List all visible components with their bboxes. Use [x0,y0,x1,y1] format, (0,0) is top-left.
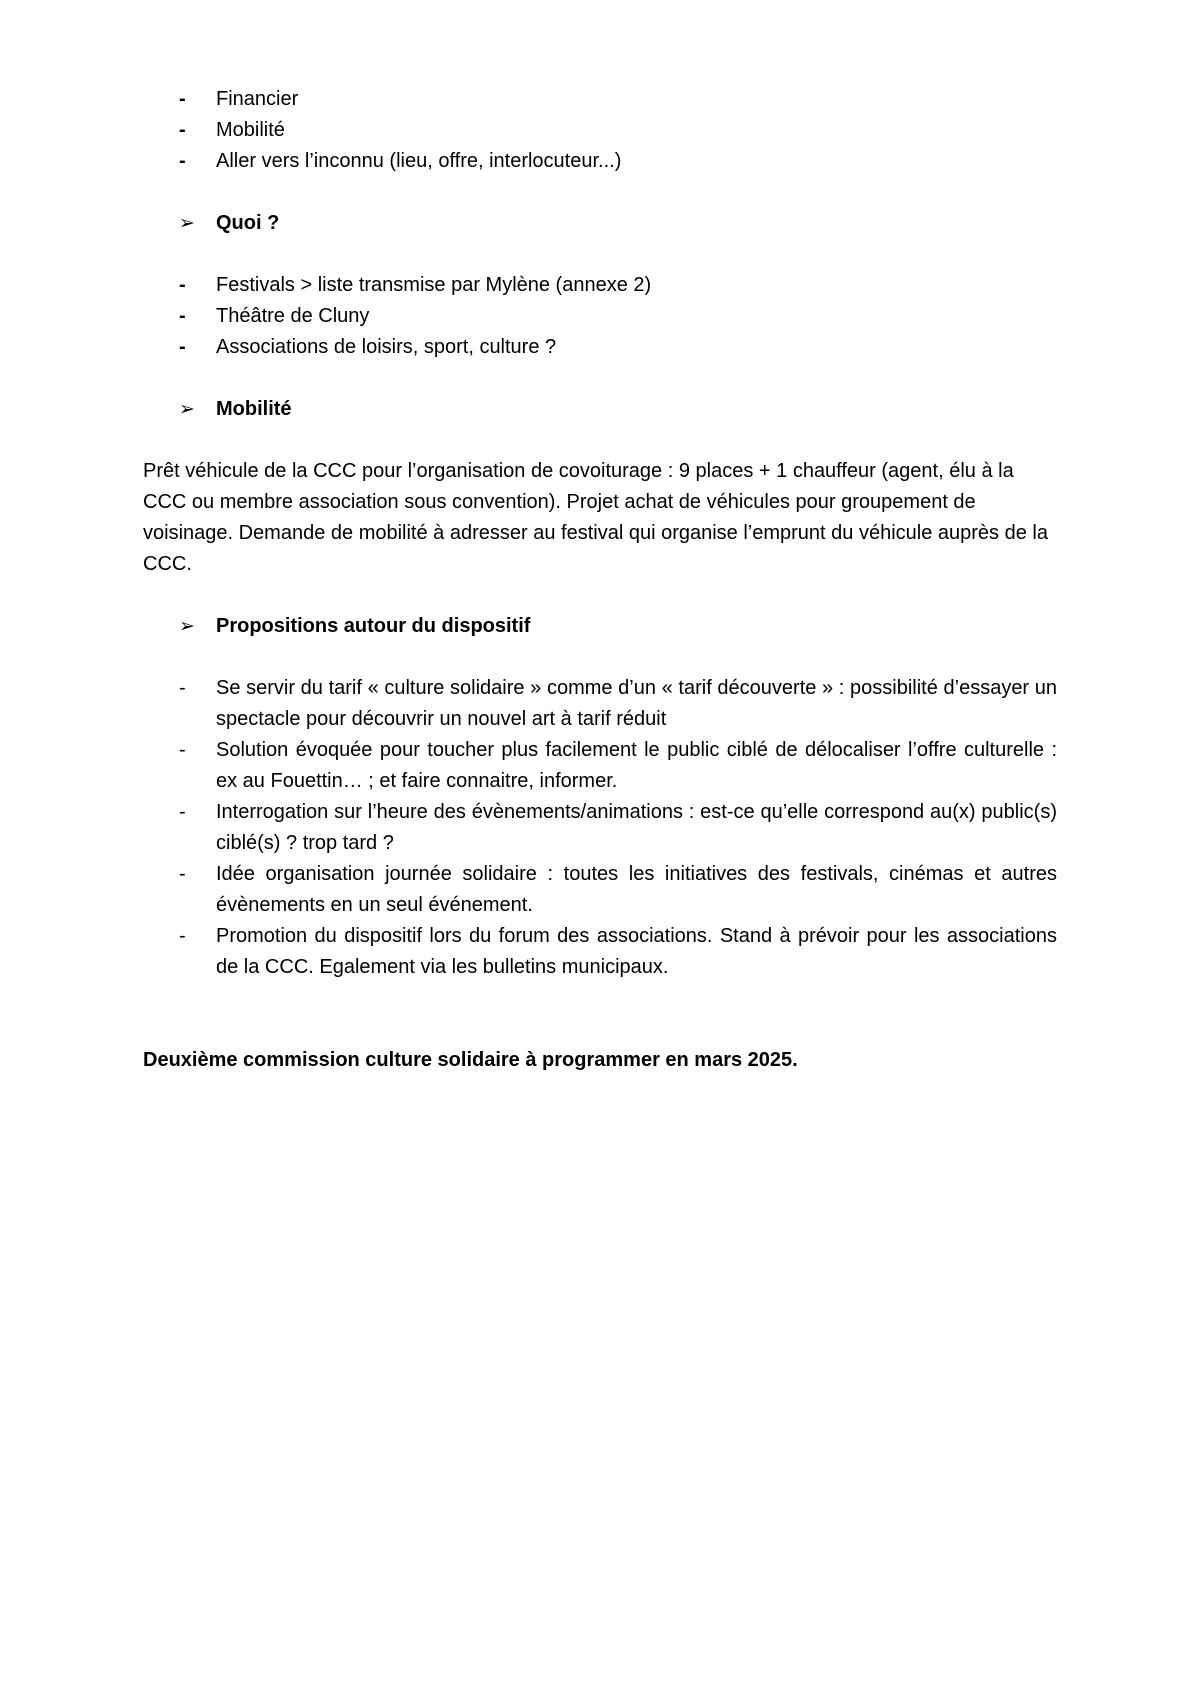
list-item: - Se servir du tarif « culture solidaire » comme d’un « tarif découverte » : possibilité d’essayer un spectacle pour découvrir un nouvel art à tarif réduit [143,673,1057,735]
list-item: - Promotion du dispositif lors du forum des associations. Stand à prévoir pour les associations de la CCC. Egalement via les bulletins municipaux. [143,921,1057,983]
list-item: - Financier [143,84,1057,115]
dash-icon: - [179,88,186,110]
list-item: - Associations de loisirs, sport, culture ? [143,332,1057,363]
list-item: - Mobilité [143,115,1057,146]
obstacles-list [143,84,1057,177]
dash-icon: - [179,739,186,761]
dash-icon: - [179,677,186,699]
propositions-list [143,673,1057,983]
list-item: - Interrogation sur l’heure des évènements/animations : est-ce qu’elle correspond au(x) public(s) ciblé(s) ? trop tard ? [143,797,1057,859]
section-heading-mobilite: ➢ Mobilité [143,394,1057,425]
dash-icon: - [179,305,186,327]
dash-icon: - [179,336,186,358]
dash-icon: - [179,863,186,885]
dash-icon: - [179,925,186,947]
dash-icon: - [179,801,186,823]
list-item: - Théâtre de Cluny [143,301,1057,332]
dash-icon: - [179,274,186,296]
list-item: - Festivals > liste transmise par Mylène (annexe 2) [143,270,1057,301]
dash-icon: - [179,119,186,141]
section-heading-propositions: ➢ Propositions autour du dispositif [143,611,1057,642]
arrow-bullet-icon: ➢ [179,616,195,637]
list-item: - Aller vers l’inconnu (lieu, offre, interlocuteur...) [143,146,1057,177]
mobilite-paragraph: Prêt véhicule de la CCC pour l’organisation de covoiturage : 9 places + 1 chauffeur (agent, élu à la CCC ou membre association sous convention). Projet achat de véhicules pour groupement de voisinage. Demande de mobilité à adresser au festival qui organise l’emprunt du véhicule auprès de la CCC. [143,460,1048,575]
list-item: - Solution évoquée pour toucher plus facilement le public ciblé de délocaliser l’offre culturelle : ex au Fouettin… ; et faire connaitre, informer. [143,735,1057,797]
section-heading-quoi: ➢ Quoi ? [143,208,1057,239]
document-body [143,84,1057,1076]
closing-statement: Deuxième commission culture solidaire à programmer en mars 2025. [143,1049,798,1071]
list-item: - Idée organisation journée solidaire : toutes les initiatives des festivals, cinémas et autres évènements en un seul événement. [143,859,1057,921]
quoi-list [143,270,1057,363]
dash-icon: - [179,150,186,172]
arrow-bullet-icon: ➢ [179,213,195,234]
arrow-bullet-icon: ➢ [179,399,195,420]
